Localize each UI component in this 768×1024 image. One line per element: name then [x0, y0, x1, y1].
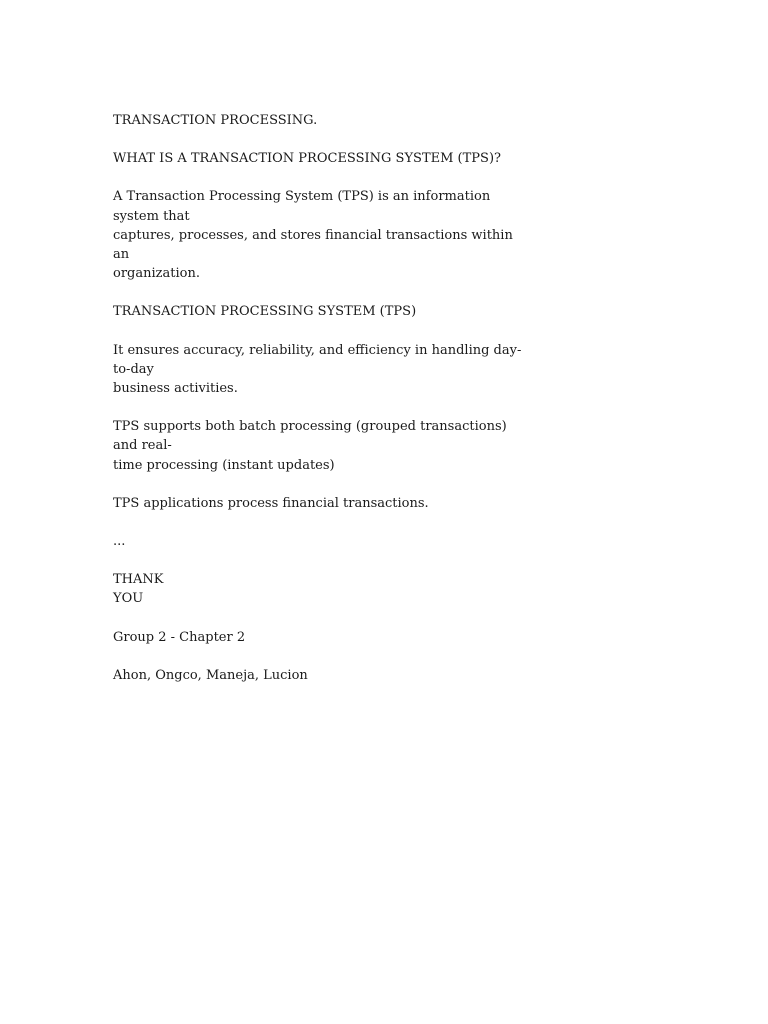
ellipsis: ... — [113, 534, 126, 550]
accuracy-paragraph: It ensures accuracy, reliability, and efficiency in handling day-to-day business activities. — [113, 342, 522, 397]
definition-paragraph: A Transaction Processing System (TPS) is an information system that captures, processes, and stores financial transactions within an organization. — [113, 189, 513, 282]
authors: Ahon, Ongco, Maneja, Lucion — [113, 667, 308, 683]
processing-modes-paragraph: TPS supports both batch processing (grouped transactions) and real- time processing (instant updates) — [113, 419, 507, 473]
thank-you: THANK YOU — [113, 572, 164, 607]
applications-paragraph: TPS applications process financial transactions. — [113, 495, 429, 511]
document-body — [113, 111, 533, 704]
document-title: TRANSACTION PROCESSING. — [113, 113, 318, 128]
group-chapter: Group 2 - Chapter 2 — [113, 629, 246, 645]
section-heading-tps: TRANSACTION PROCESSING SYSTEM (TPS) — [113, 304, 417, 320]
section-question: WHAT IS A TRANSACTION PROCESSING SYSTEM (TPS)? — [113, 151, 501, 167]
